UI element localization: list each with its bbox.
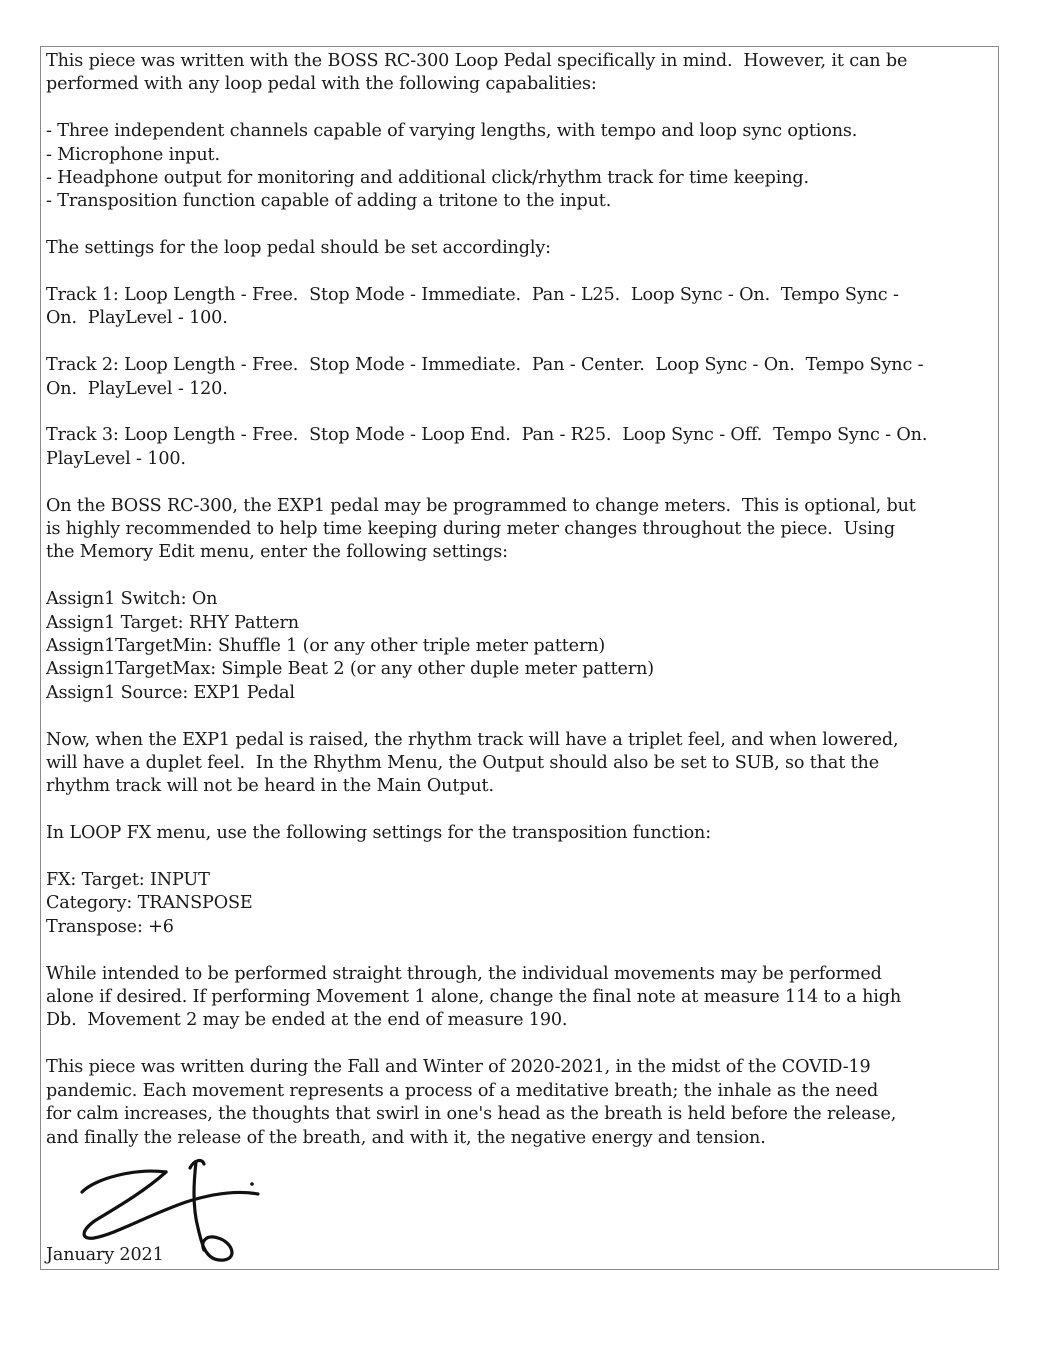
- fx-setting: Category: TRANSPOSE: [46, 893, 253, 914]
- assign-setting: Assign1 Source: EXP1 Pedal: [46, 682, 295, 703]
- capability-item: - Three independent channels capable of varying lengths, with tempo and loop sync options.: [46, 121, 858, 142]
- track-line: On. PlayLevel - 100.: [46, 308, 228, 329]
- track-line: On. PlayLevel - 120.: [46, 378, 228, 399]
- fx-setting: Transpose: +6: [46, 916, 174, 937]
- track-line: Track 2: Loop Length - Free. Stop Mode - Immediate. Pan - Center. Loop Sync - On. Tempo Sync -: [46, 355, 924, 376]
- background-line: for calm increases, the thoughts that swirl in one's head as the breath is held before the release,: [46, 1104, 897, 1125]
- capability-item: - Transposition function capable of adding a tritone to the input.: [46, 191, 612, 212]
- exp-intro-line: the Memory Edit menu, enter the following settings:: [46, 542, 508, 563]
- capabilities-list: [46, 120, 996, 214]
- assign-settings: [46, 588, 996, 705]
- movements-note: [46, 963, 996, 1033]
- settings-intro: [46, 237, 996, 260]
- track-line: Track 1: Loop Length - Free. Stop Mode - Immediate. Pan - L25. Loop Sync - On. Tempo Sync -: [46, 285, 899, 306]
- track-2-settings: [46, 354, 996, 401]
- background-line: This piece was written during the Fall and Winter of 2020-2021, in the midst of the COVID-19: [46, 1057, 871, 1078]
- movements-line: While intended to be performed straight through, the individual movements may be performed: [46, 963, 882, 984]
- track-line: Track 3: Loop Length - Free. Stop Mode - Loop End. Pan - R25. Loop Sync - Off. Tempo Sync - On.: [46, 425, 928, 446]
- exp-intro-line: On the BOSS RC-300, the EXP1 pedal may be programmed to change meters. This is optional, but: [46, 495, 916, 516]
- intro-paragraph: [46, 50, 996, 97]
- fx-setting: FX: Target: INPUT: [46, 870, 210, 891]
- loopfx-intro-line: In LOOP FX menu, use the following settings for the transposition function:: [46, 823, 712, 844]
- background-note: [46, 1056, 996, 1150]
- track-line: PlayLevel - 100.: [46, 448, 186, 469]
- movements-line: Db. Movement 2 may be ended at the end of measure 190.: [46, 1010, 568, 1031]
- track-1-settings: [46, 284, 996, 331]
- capability-item: - Headphone output for monitoring and additional click/rhythm track for time keeping.: [46, 168, 809, 189]
- movements-line: alone if desired. If performing Movement 1 alone, change the final note at measure 114 to a high: [46, 987, 902, 1008]
- exp-pedal-explanation: [46, 729, 996, 799]
- assign-setting: Assign1TargetMax: Simple Beat 2 (or any other duple meter pattern): [46, 659, 654, 680]
- settings-intro-line: The settings for the loop pedal should be set accordingly:: [46, 238, 551, 259]
- loopfx-intro: [46, 822, 996, 845]
- capability-item: - Microphone input.: [46, 144, 220, 165]
- program-notes: [46, 50, 996, 1173]
- intro-line: This piece was written with the BOSS RC-300 Loop Pedal specifically in mind. However, it can be: [46, 51, 908, 71]
- intro-line: performed with any loop pedal with the following capabalities:: [46, 74, 597, 95]
- assign-setting: Assign1 Switch: On: [46, 589, 218, 610]
- assign-setting: Assign1 Target: RHY Pattern: [46, 612, 299, 633]
- exp-explain-line: will have a duplet feel. In the Rhythm Menu, the Output should also be set to SUB, so that the: [46, 753, 879, 774]
- exp-pedal-intro: [46, 495, 996, 565]
- exp-intro-line: is highly recommended to help time keeping during meter changes throughout the piece. Using: [46, 519, 895, 540]
- exp-explain-line: rhythm track will not be heard in the Main Output.: [46, 776, 494, 797]
- track-3-settings: [46, 424, 996, 471]
- signature-block: [46, 1150, 306, 1270]
- assign-setting: Assign1TargetMin: Shuffle 1 (or any other triple meter pattern): [46, 636, 606, 657]
- signature-date: January 2021: [46, 1245, 164, 1265]
- background-line: and finally the release of the breath, and with it, the negative energy and tension.: [46, 1127, 766, 1148]
- background-line: pandemic. Each movement represents a process of a meditative breath; the inhale as the need: [46, 1080, 879, 1101]
- fx-settings: [46, 869, 996, 939]
- exp-explain-line: Now, when the EXP1 pedal is raised, the rhythm track will have a triplet feel, and when lowered,: [46, 729, 899, 750]
